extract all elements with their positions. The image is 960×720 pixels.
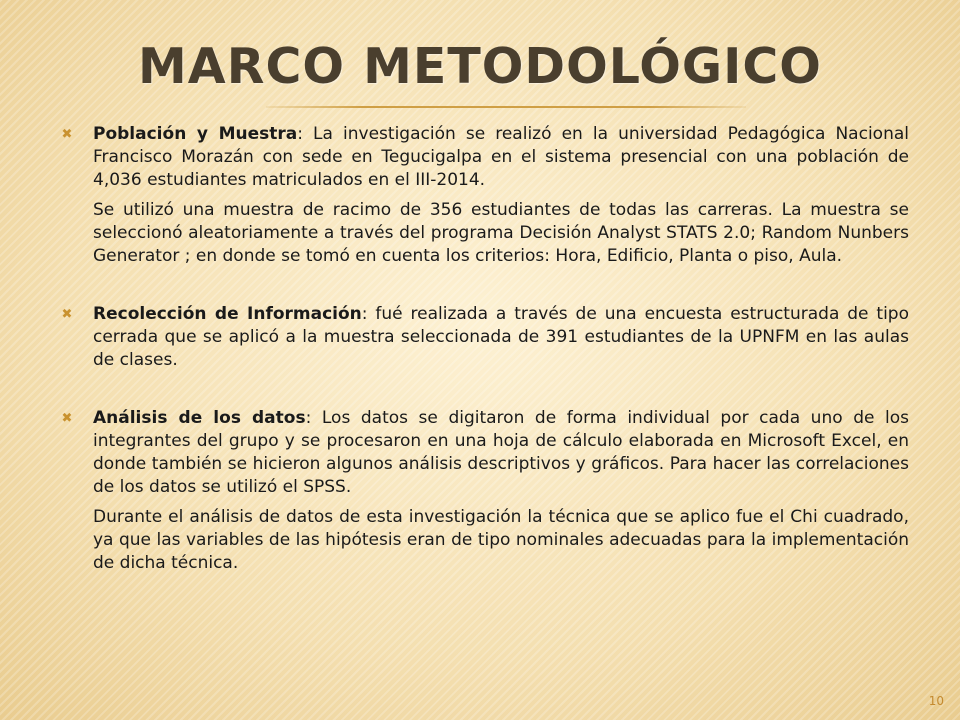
bullet-text: : Los datos se digitaron de forma individual por cada uno de los integrantes del grupo y se procesaron en una hoja de cálculo elaborada en Microsoft Excel, en donde también se hicieron algunos análisis descriptivos y gráficos. Para hacer las correlaciones de los datos se utilizó el SPSS. bbox=[93, 408, 909, 497]
bullet-lead: Análisis de los datos bbox=[93, 408, 306, 428]
bullet-text: : La investigación se realizó en la universidad Pedagógica Nacional Francisco Morazán con sede en Tegucigalpa en el sistema presencial con una población de 4,036 estudiantes matriculados en el III-2014. bbox=[93, 124, 909, 190]
x-mark-icon: ✖ bbox=[61, 411, 73, 426]
x-mark-icon: ✖ bbox=[61, 127, 73, 142]
title-underline bbox=[266, 106, 746, 108]
bullet-lead: Población y Muestra bbox=[93, 124, 298, 144]
bullet-poblacion-muestra bbox=[61, 123, 909, 192]
continuation-muestra bbox=[93, 199, 909, 268]
page-number: 10 bbox=[928, 694, 944, 708]
slide-title: MARCO METODOLÓGICO bbox=[138, 38, 822, 95]
bullet-recoleccion-informacion bbox=[61, 303, 909, 372]
bullet-text: : fué realizada a través de una encuesta estructurada de tipo cerrada que se aplicó a la muestra seleccionada de 391 estudiantes de la UPNFM en las aulas de clases. bbox=[93, 304, 909, 370]
bullet-analisis-datos bbox=[61, 407, 909, 499]
bullet-lead: Recolección de Información bbox=[93, 304, 362, 324]
continuation-chi-cuadrado bbox=[93, 506, 909, 575]
x-mark-icon: ✖ bbox=[61, 307, 73, 322]
paragraph-text: Se utilizó una muestra de racimo de 356 estudiantes de todas las carreras. La muestra se seleccionó aleatoriamente a través del programa Decisión Analyst STATS 2.0; Random Nunbers Generator ; en donde se tomó en cuenta los criterios: Hora, Edificio, Planta o piso, Aula. bbox=[93, 200, 909, 266]
paragraph-text: Durante el análisis de datos de esta investigación la técnica que se aplico fue el Chi cuadrado, ya que las variables de las hipótesis eran de tipo nominales adecuadas para la implementación de dicha técnica. bbox=[93, 507, 909, 573]
slide-body bbox=[61, 123, 909, 575]
